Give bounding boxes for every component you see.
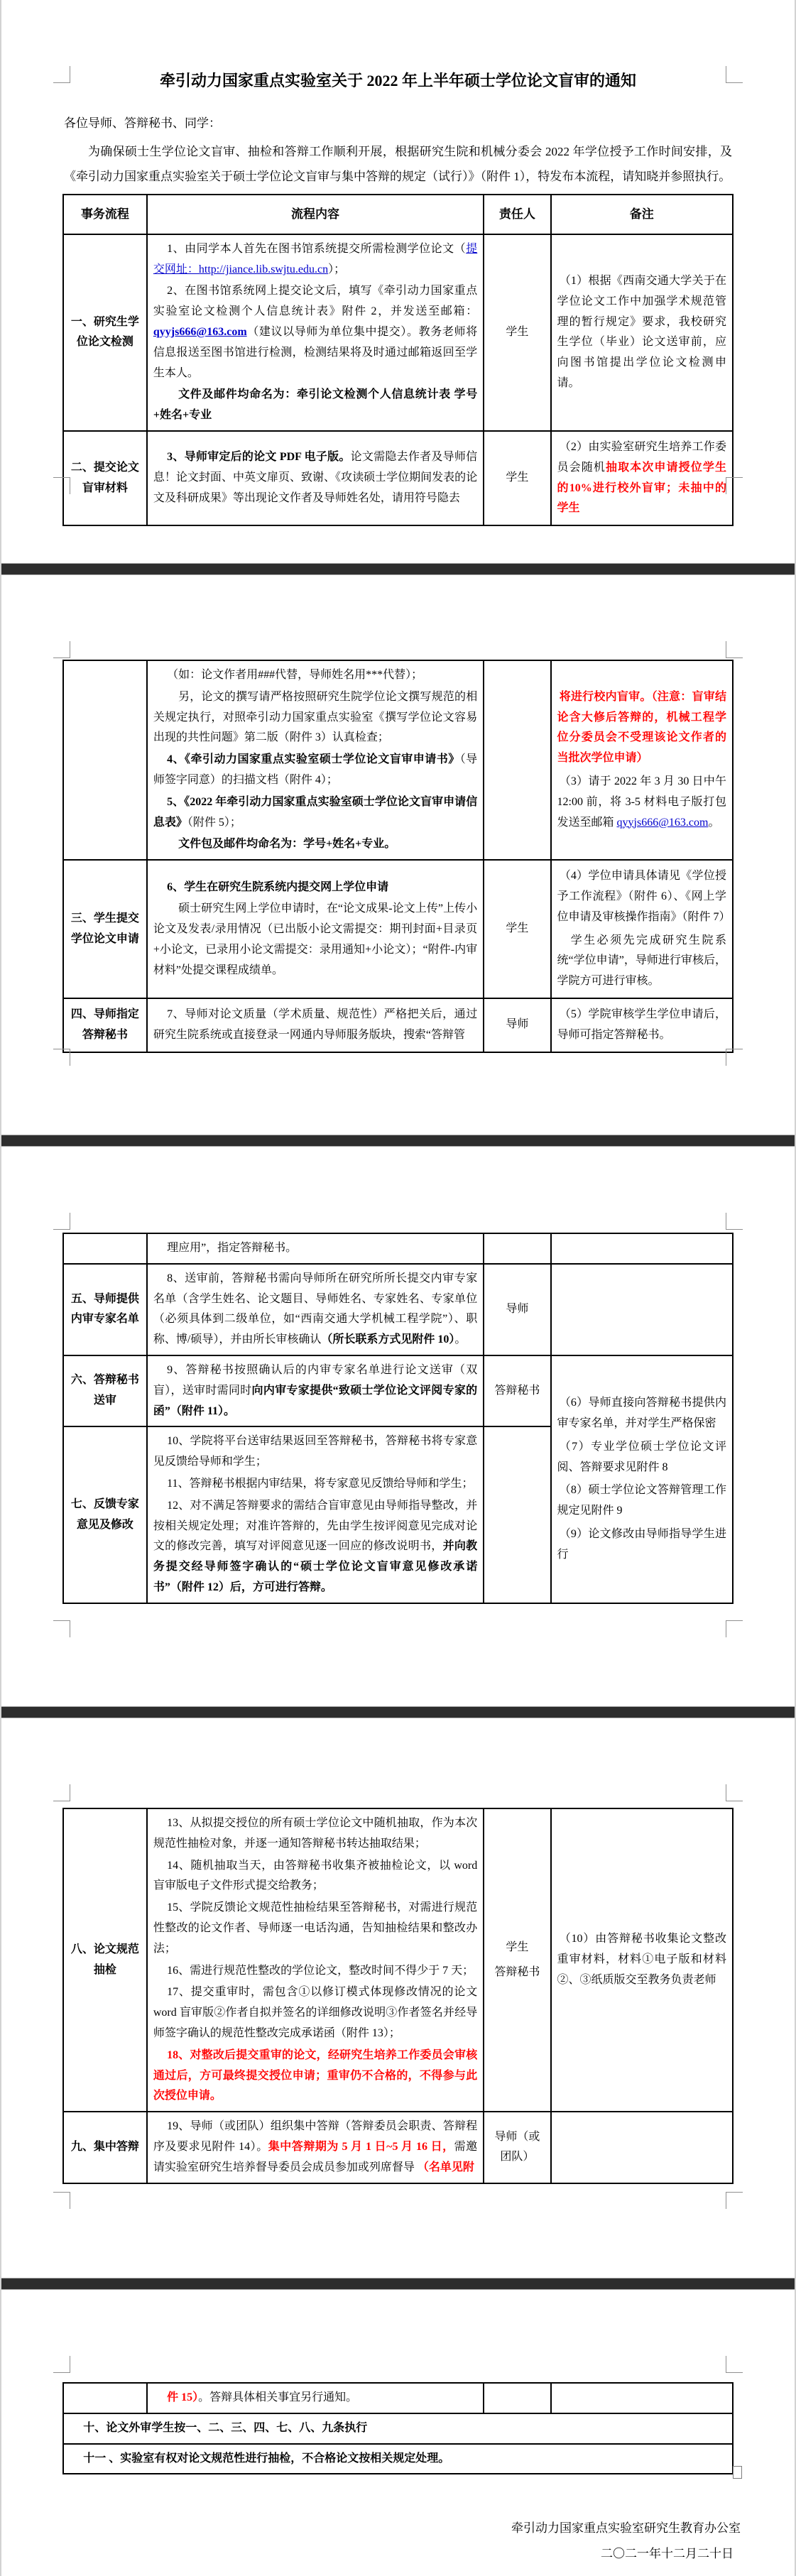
paragraph — [70, 1940, 141, 1981]
responsible-cell — [484, 1808, 550, 2112]
paragraph — [153, 1496, 477, 1598]
hyperlink[interactable]: qyyjs666@163.com — [153, 326, 247, 339]
page-divider — [1, 2278, 795, 2290]
text-run: 4、《牵引动力国家重点实验室硕士学位论文盲审申请书》 — [167, 753, 460, 766]
text-run: 集中答辩期为 5 月 1 日~5 月 16 日， — [268, 2140, 454, 2153]
paragraph — [70, 458, 141, 499]
stage-cell — [63, 2112, 147, 2183]
process-table-continued — [62, 660, 734, 1053]
margin-crop-mark — [53, 1213, 70, 1230]
paragraph — [153, 792, 477, 834]
text-run: 学生 — [506, 922, 529, 935]
text-run: 抽取本次申请授位学生的10%进行校外盲审；未抽中的学生 — [557, 461, 726, 515]
content-cell — [147, 1264, 484, 1355]
text-run: 一、研究生学位论文检测 — [70, 315, 139, 349]
text-run: （4）学位申请具体请见《学位授予工作流程》（附件 6）、《网上学位申请及审核操作指南》（附件 7） — [557, 870, 731, 923]
text-run: （名单见附 — [417, 2161, 474, 2173]
page-divider — [1, 1135, 795, 1147]
text-run: （1）根据《西南交通大学关于在学位论文工作中加强学术规范管理的暂行规定》要求，我校研究生学位（毕业）论文送审前，应向图书馆提出学位论文检测申请。 — [557, 275, 726, 390]
text-run: 将进行校内盲审。（注意：盲审结论含大修后答辩的，机械工程学位分委员会不受理该论文作者的当批次学位申请） — [557, 690, 726, 765]
document-title: 牵引动力国家重点实验室关于 2022 年上半年硕士学位论文盲审的通知 — [159, 72, 636, 89]
content-cell — [147, 2112, 484, 2183]
paragraph — [153, 750, 477, 791]
content-cell — [147, 998, 484, 1052]
process-table-continued — [62, 2382, 734, 2474]
paragraph — [153, 834, 477, 855]
table-row — [63, 998, 733, 1052]
page-4 — [1, 1718, 795, 2278]
text-run: 14、随机抽取当天，由答辩秘书收集齐被抽检论文，以 word 盲审版电子文件形式提交给教务； — [153, 1859, 478, 1892]
text-run: （6）导师直接向答辩秘书提供内审专家名单，并对学生严格保密 — [557, 1397, 726, 1429]
table-row — [63, 234, 733, 431]
text-run: （10）由答辩秘书收集论文整改重审材料，材料①电子版和材料②、③纸质版交至教务负责老师 — [557, 1933, 726, 1986]
paragraph — [557, 437, 727, 519]
column-header-stage: 事务流程 — [63, 195, 147, 234]
hyperlink[interactable]: qyyjs666@163.com — [616, 816, 709, 829]
table-row — [63, 1264, 733, 1355]
text-run: （附件 5）； — [187, 816, 241, 829]
paragraph — [153, 1431, 477, 1473]
text-run: （9）论文修改由导师指导学生进行 — [557, 1527, 726, 1561]
paragraph — [70, 1005, 141, 1046]
remarks-cell — [551, 1355, 734, 1603]
responsible-cell — [484, 860, 550, 998]
signature-date: 二〇二一年十二月二十日 — [601, 2547, 734, 2561]
text-run: 8、送审前，答辩秘书需向导师所在研究所所长提交内审专家名单（含学生姓名、论文题目、导师姓名、专家姓名、专家单位（必须具体到二级单位，如“西南交通大学机械工程学院”）、职称、博/硕导），并由所长审核确认 — [153, 1272, 478, 1346]
stage-cell — [63, 2383, 147, 2413]
text-run: （8）硕士学位论文答辩管理工作规定见附件 9 — [557, 1484, 726, 1517]
hyperlink[interactable]: 提交网址：http://jiance.lib.swjtu.edu.cn — [153, 242, 478, 275]
remarks-cell — [551, 860, 734, 998]
responsible-cell — [484, 660, 550, 860]
responsible-cell — [484, 2112, 550, 2183]
text-run: 导师 — [506, 1018, 529, 1031]
text-run: 学生必须先完成研究生院系统“学位申请”，导师进行审核后，学院方可进行审核。 — [557, 934, 726, 988]
full-width-cell — [63, 2413, 733, 2444]
remarks-cell — [551, 660, 734, 860]
intro-paragraph: 为确保硕士生学位论文盲审、抽检和答辩工作顺利开展，根据研究生院和机械分委会 2022 年学位授予工作时间安排，及《牵引动力国家重点实验室关于硕士学位论文盲审与集中答辩的规定（试行）》（附件 1），特发布本流程，请知晓并参照执行。 — [64, 145, 732, 184]
stage-cell — [63, 1355, 147, 1426]
text-run: 10、学院将平台送审结果返回至答辩秘书，答辩秘书将专家意见反馈给导师和学生； — [153, 1435, 478, 1468]
stage-cell — [63, 998, 147, 1052]
content-cell — [147, 660, 484, 860]
paragraph — [153, 281, 477, 383]
paragraph — [557, 866, 731, 927]
paragraph — [70, 2418, 726, 2439]
text-run: （所长联系方式见附件 10） — [321, 1333, 455, 1346]
paragraph — [153, 2388, 477, 2408]
text-run: 硕士研究生网上学位申请时，在“论文成果-论文上传”上传小论文及发表/录用情况（已出版小论文需提交：期刊封面+目录页+小论文，已录用小论文需提交：录用通知+小论文）；“附件-内审材料”处提交课程成绩单。 — [153, 902, 478, 976]
column-header-responsible: 责任人 — [484, 195, 550, 234]
table-row — [63, 2383, 733, 2413]
paragraph — [557, 1480, 727, 1522]
paragraph — [153, 1961, 477, 1982]
table-row — [63, 660, 733, 860]
text-run: 件 15） — [167, 2391, 199, 2403]
paragraph — [490, 1015, 544, 1035]
paragraph — [557, 772, 727, 833]
table-header-row — [63, 195, 733, 234]
stage-cell — [63, 1426, 147, 1603]
text-run: 文件包及邮件均命名为：学号+姓名+专业。 — [178, 838, 396, 851]
process-table — [62, 194, 734, 526]
responsible-cell — [484, 431, 550, 525]
content-cell — [147, 234, 484, 431]
paragraph — [70, 312, 141, 354]
responsible-cell — [484, 1233, 550, 1264]
salutation: 各位导师、答辩秘书、同学： — [64, 116, 221, 130]
table-row — [63, 1233, 733, 1264]
margin-crop-mark — [53, 2356, 70, 2373]
text-run: 六、答辩秘书送审 — [70, 1374, 139, 1407]
paragraph — [557, 687, 727, 769]
paragraph — [490, 919, 544, 939]
paragraph — [153, 1360, 477, 1421]
paragraph — [70, 2449, 726, 2469]
text-run: 2、在图书馆系统网上提交论文后，填写《牵引动力国家重点实验室论文检测个人信息统计表》附件 2，并发送至邮箱： — [153, 285, 478, 318]
margin-crop-mark — [53, 2192, 70, 2209]
text-run: 文件及邮件均命名为：牵引论文检测个人信息统计表 学号+姓名+专业 — [153, 388, 478, 422]
paragraph — [153, 1813, 477, 1855]
paragraph — [557, 1393, 727, 1434]
text-run: 1、由同学本人首先在图书馆系统提交所需检测学位论文（ — [167, 242, 467, 255]
text-run: 并向教务提交经导师签字确认的“硕士学位论文盲审意见修改承诺书”（附件 12）后，方可进行答辩。 — [153, 1540, 478, 1593]
stage-cell — [63, 860, 147, 998]
paragraph-anchor-mark — [733, 2466, 742, 2479]
table-row — [63, 1808, 733, 2112]
margin-crop-mark — [726, 1620, 743, 1637]
table-row — [63, 2444, 733, 2474]
text-run: （7）专业学位硕士学位论文评阅、答辩要求见附件 8 — [557, 1440, 726, 1473]
margin-crop-mark — [53, 641, 70, 658]
paragraph — [153, 2046, 477, 2107]
text-run: 十、论文外审学生按一、二、三、四、七、八、九条执行 — [83, 2421, 368, 2434]
table-row — [63, 860, 733, 998]
paragraph — [153, 687, 477, 748]
text-run: 三、学生提交学位论文申请 — [70, 912, 139, 945]
text-run: 理应用”，指定答辩秘书。 — [167, 1242, 298, 1254]
page-divider — [1, 563, 795, 575]
text-run: 八、论文规范抽检 — [70, 1943, 139, 1976]
paragraph — [153, 1982, 477, 2043]
paragraph — [557, 1005, 727, 1046]
responsible-cell — [484, 2383, 550, 2413]
remarks-cell — [551, 998, 734, 1052]
process-table-continued — [62, 1808, 734, 2184]
text-run: 5、《2022 年牵引动力国家重点实验室硕士学位论文盲审申请信息表》 — [153, 795, 478, 829]
text-run: 3、导师审定后的论文 PDF 电子版。 — [167, 451, 351, 464]
text-run: （如：论文作者用###代替，导师姓名用***代替）； — [167, 669, 423, 681]
remarks-cell — [551, 234, 734, 431]
text-run: 四、导师指定答辩秘书 — [70, 1008, 139, 1041]
text-run: 九、集中答辩 — [70, 2140, 139, 2153]
paragraph — [490, 1299, 544, 1320]
paragraph — [557, 1437, 727, 1478]
paragraph — [557, 1929, 727, 1990]
stage-cell — [63, 431, 147, 525]
paragraph — [490, 1963, 544, 1983]
table-row — [63, 2413, 733, 2444]
paragraph — [153, 1238, 477, 1259]
paragraph — [153, 1856, 477, 1897]
paragraph — [153, 1269, 477, 1350]
paragraph — [153, 447, 477, 508]
responsible-cell — [484, 1355, 550, 1426]
margin-crop-mark — [726, 2192, 743, 2209]
text-run: 需邀请实验室研究生培养督导委员会成员参加或列席督导 — [153, 2140, 478, 2173]
remarks-cell — [551, 2383, 734, 2413]
margin-crop-mark — [726, 1213, 743, 1230]
text-run: （导师签字同意）的扫描文档（附件 4）； — [153, 753, 478, 786]
page-divider — [1, 1706, 795, 1718]
paragraph — [153, 1898, 477, 1959]
paragraph — [490, 1381, 544, 1402]
text-run: （3）请于 2022 年 3 月 30 日中午 12:00 前，将 3-5 材料电子版打包发送至邮箱 — [557, 775, 726, 829]
text-run: 13、从拟提交授位的所有硕士学位论文中随机抽取，作为本次规范性抽检对象，并逐一通知答辩秘书转达抽取结果； — [153, 1817, 478, 1850]
text-run: 19、导师（或团队）组织集中答辩（答辩委员会职责、答辩程序及要求见附件 14）。 — [153, 2120, 478, 2153]
text-run: 五、导师提供内审专家名单 — [70, 1292, 139, 1326]
paragraph — [557, 931, 727, 992]
text-run: ）； — [328, 263, 346, 275]
margin-crop-mark — [726, 641, 743, 658]
page-2 — [1, 575, 795, 1135]
margin-crop-mark — [726, 1784, 743, 1801]
full-width-cell — [63, 2444, 733, 2474]
text-run: 学生 — [506, 326, 529, 339]
responsible-cell — [484, 1264, 550, 1355]
paragraph — [70, 2137, 141, 2158]
paragraph — [153, 878, 477, 898]
signature-block — [1, 2516, 795, 2566]
paragraph — [490, 2127, 544, 2168]
remarks-cell — [551, 1808, 734, 2112]
text-run: 导师 — [506, 1302, 529, 1315]
content-cell — [147, 1233, 484, 1264]
content-cell — [147, 1355, 484, 1426]
signature-office: 牵引动力国家重点实验室研究生教育办公室 — [511, 2521, 741, 2536]
text-run: （5）学院审核学生学位申请后，导师可指定答辩秘书。 — [557, 1008, 726, 1041]
text-run: 。 — [708, 816, 720, 829]
text-run: 十一 、实验室有权对论文规范性进行抽检，不合格论文按相关规定处理。 — [83, 2452, 450, 2465]
page-5 — [1, 2290, 795, 2576]
remarks-cell — [551, 431, 734, 525]
paragraph — [153, 2117, 477, 2178]
responsible-cell — [484, 998, 550, 1052]
text-run: 6、学生在研究生院系统内提交网上学位申请 — [167, 880, 389, 893]
responsible-cell — [484, 1426, 550, 1603]
text-run: （2）由实验室研究生培养工作委员会随机 — [557, 441, 726, 474]
text-run: 七、反馈专家意见及修改 — [70, 1497, 139, 1531]
content-cell — [147, 1808, 484, 2112]
paragraph — [70, 1370, 141, 1412]
remarks-cell — [551, 1264, 734, 1355]
process-table-continued — [62, 1233, 734, 1604]
text-run: 向内审专家提供“致硕士学位论文评阅专家的函”（附件 11）。 — [153, 1384, 478, 1417]
paragraph — [490, 468, 544, 489]
paragraph — [153, 1474, 477, 1495]
text-run: 17、提交重审时，需包含①以修订模式体现修改情况的论文 word 盲审版②作者自拟并签名的详细修改说明③作者签名并经导师签字确认的规范性整改完成承诺函（附件 13）； — [153, 1986, 478, 2039]
paragraph — [70, 909, 141, 950]
margin-crop-mark — [53, 1620, 70, 1637]
content-cell — [147, 1426, 484, 1603]
page-1 — [1, 0, 795, 563]
paragraph — [557, 271, 727, 394]
paragraph — [153, 385, 477, 426]
margin-crop-mark — [726, 2356, 743, 2373]
column-header-content: 流程内容 — [147, 195, 484, 234]
margin-crop-mark — [53, 1784, 70, 1801]
stage-cell — [63, 234, 147, 431]
stage-cell — [63, 1264, 147, 1355]
table-row — [63, 1355, 733, 1426]
paragraph — [153, 1005, 477, 1046]
content-cell — [147, 860, 484, 998]
text-run: 15、学院反馈论文规范性抽检结果至答辩秘书，对需进行规范性整改的论文作者、导师逐一电话沟通，告知抽检结果和整改办法； — [153, 1901, 478, 1955]
paragraph — [153, 665, 477, 686]
text-run: （建议以导师为单位集中提交）。教务老师将信息报送至图书馆进行检测，检测结果将及时通过邮箱返回至学生本人。 — [153, 326, 478, 379]
stage-cell — [63, 1808, 147, 2112]
paragraph — [153, 239, 477, 280]
text-run: 另，论文的撰写请严格按照研究生院学位论文撰写规范的相关规定执行，对照牵引动力国家重点实验室《撰写学位论文容易出现的共性问题》第二版（附件 3）认真检查； — [153, 690, 478, 744]
text-run: 16、需进行规范性整改的学位论文，整改时间不得少于 7 天； — [167, 1964, 474, 1977]
content-cell — [147, 2383, 484, 2413]
text-run: 学生 — [506, 471, 529, 484]
remarks-cell — [551, 2112, 734, 2183]
content-cell — [147, 431, 484, 525]
paragraph — [70, 1289, 141, 1331]
text-run: 18、对整改后提交重审的论文，经研究生培养工作委员会审核通过后，方可最终提交授位申请；重审仍不合格的，不得参与此次授位申请。 — [153, 2048, 478, 2102]
stage-cell — [63, 1233, 147, 1264]
text-run: 12、对不满足答辩要求的需结合盲审意见由导师指导整改，并按相关规定处理；对准许答辩的，先由学生按评阅意见完成对论文的修改完善，填写对评阅意见逐一回应的修改说明书， — [153, 1499, 478, 1553]
text-run: 。 — [454, 1333, 467, 1346]
paragraph — [490, 322, 544, 343]
column-header-remarks: 备注 — [551, 195, 734, 234]
table-row — [63, 2112, 733, 2183]
paragraph — [490, 1938, 544, 1958]
paragraph — [153, 899, 477, 981]
paragraph — [557, 1524, 727, 1566]
text-run: 答辩秘书 — [494, 1384, 540, 1397]
text-run: 。答辩具体相关事宜另行通知。 — [198, 2391, 358, 2403]
page-3 — [1, 1147, 795, 1706]
text-run: 导师（或团队） — [494, 2130, 540, 2163]
stage-cell — [63, 660, 147, 860]
text-run: 学生 — [506, 1941, 529, 1953]
responsible-cell — [484, 234, 550, 431]
text-run: 答辩秘书 — [494, 1965, 540, 1978]
text-run: 二、提交论文盲审材料 — [70, 461, 139, 494]
text-run: 11、答辩秘书根据内审结果，将专家意见反馈给导师和学生； — [167, 1477, 474, 1490]
remarks-cell — [551, 1233, 734, 1264]
table-row — [63, 431, 733, 525]
text-run: 9、答辩秘书按照确认后的内审专家名单进行论文送审（双盲），送审时需同时 — [153, 1363, 478, 1397]
text-run: 论文需隐去作者及导师信息！论文封面、中英文扉页、致谢、《攻读硕士学位期间发表的论文及科研成果》等出现论文作者及导师姓名处，请用符号隐去 — [153, 451, 478, 505]
text-run: 7、导师对论文质量（学术质量、规范性）严格把关后，通过研究生院系统或直接登录一网通内导师服务版块，搜索“答辩管 — [153, 1008, 478, 1041]
paragraph — [70, 1495, 141, 1536]
